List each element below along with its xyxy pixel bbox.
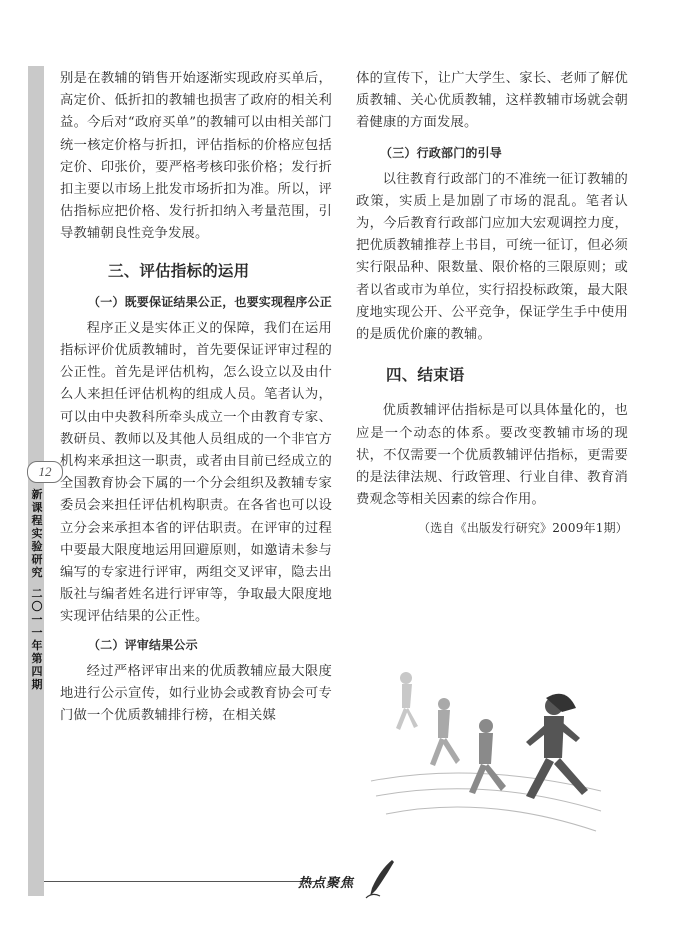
issue-vertical: 二 〇 一 一 年 第 四 期: [31, 587, 43, 691]
paragraph: 别是在教辅的销售开始逐渐实现政府买单后，高定价、低折扣的教辅也损害了政府的相关利益。今后对“政府买单”的教辅可以由相关部门统一核定价格与折扣，评估指标的价格应包括定价、印张价，要严格考核印张价格；发行折扣主要以市场上批发市场折扣为准。所以，评估指标应把价格、发行折扣纳入考量范围，引导教辅朝良性竞争发展。: [60, 71, 332, 242]
subsection-heading: （一）既要保证结果公正，也要实现程序公正: [88, 294, 333, 309]
page-number: 12: [27, 461, 63, 483]
paragraph: 程序正义是实体正义的保障，我们在运用指标评价优质教辅时，首先要保证评审过程的公正性。首先是评估机构，怎么设立以及由什么人来担任评估机构的组成人员。笔者认为，可以由中央教科所牵头成立一个由教育专家、教研员、教师以及其他人员组成的一个非官方机构来承担这一职责，或者由目前已经成立的全国教育协会下属的一个分会组织及教辅专家委员会来担任评估机构职责。在各省也可以设立分会来承担本省的评估职责。在评审的过程中要最大限度地运用回避原则，如邀请未参与编写的专家进行评审，两组交叉评审，隐去出版社与编者姓名进行评审等，争取最大限度地实现评估结果的公正性。: [60, 320, 332, 625]
paragraph: 体的宣传下，让广大学生、家长、老师了解优质教辅、关心优质教辅，这样教辅市场就会朝着健康的方面发展。: [356, 71, 628, 131]
subsection-heading: （二）评审结果公示: [88, 637, 198, 652]
journal-issue-vertical: [29, 488, 45, 691]
paragraph: 经过严格评审出来的优质教辅应最大限度地进行公示宣传，如行业协会或教育协会可专门做一个优质教辅排行榜，在相关媒: [60, 663, 332, 724]
journal-name-vertical: 新 课 程 实 验 研 究: [31, 488, 43, 579]
right-column: [356, 68, 628, 540]
running-girls-icon: [366, 646, 606, 836]
paragraph: 以往教育行政部门的不准统一征订教辅的政策，实质上是加剧了市场的混乱。笔者认为，今后教育行政部门应加大宏观调控力度，把优质教辅推荐上书目，可统一征订，但必须实行限品种、限数量、限价格的三限原则；或者以省或市为单位，实行招投标政策，最大限度地实现公开、公平竞争，保证学生手中使用的是质优价廉的教辅。: [356, 171, 628, 343]
footer-rule: [44, 881, 320, 882]
left-column: [60, 68, 332, 727]
section-heading: 三、评估指标的运用: [108, 261, 250, 280]
footer-section-label: 热点聚焦: [298, 876, 355, 891]
paragraph: 优质教辅评估指标是可以具体量化的，也应是一个动态的体系。要改变教辅市场的现状，不仅需要一个优质教辅评估指标，更需要的是法律法规、行政管理、行业自律、教育消费观念等相关因素的综合作用。: [356, 403, 628, 508]
subsection-heading: （三）行政部门的引导: [380, 145, 503, 160]
quill-pen-icon: [362, 858, 398, 900]
source-citation: （选自《出版发行研究》2009年1期）: [418, 521, 628, 536]
section-heading: 四、结束语: [386, 366, 465, 385]
